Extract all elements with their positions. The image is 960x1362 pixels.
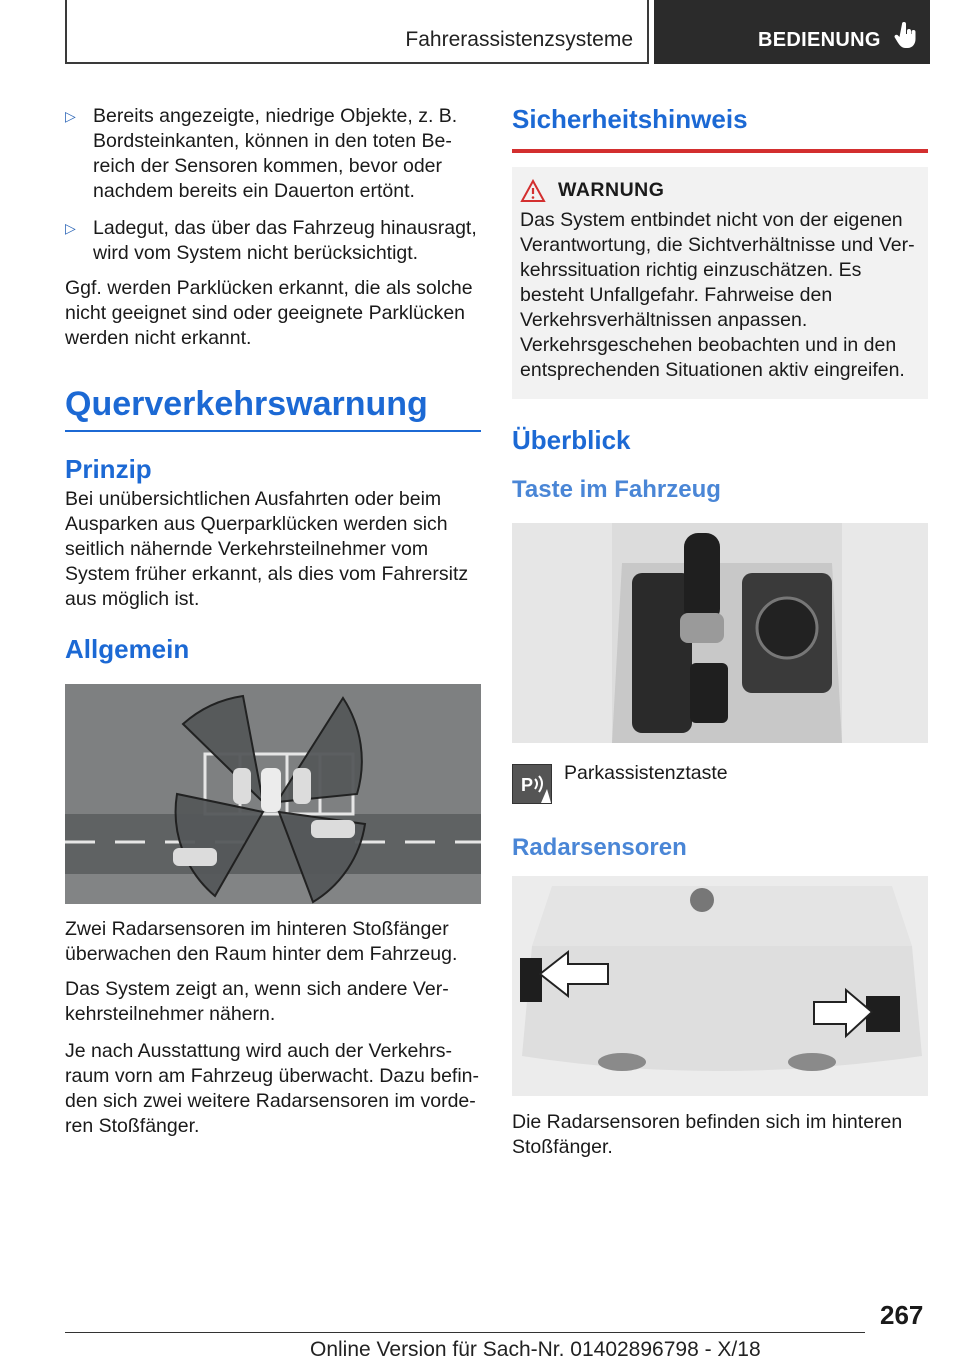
paragraph: Je nach Ausstattung wird auch der Verkehrsraum vorn am Fahrzeug überwacht. Dazu befinden sich zwei weitere Radarsensoren im vorderen Stoßfänger. <box>65 1040 480 1137</box>
warning-text: Das System entbindet nicht von der eigenen Verantwortung, die Sichtverhältnisse und Verkehrssituation richtig einzuschätzen. Es besteht Unfallgefahr. Fahrweise den Verkehrsverhältnissen anpassen. Verkehrsgeschehen beobachten und in den entsprechenden Situationen aktiv eingreifen. <box>520 209 915 381</box>
warning-title: WARNUNG <box>558 179 665 201</box>
left-column-lower <box>65 917 481 1139</box>
header-chapter-title: BEDIENUNG <box>758 29 881 51</box>
triangle-bullet-icon: ▷ <box>65 108 76 124</box>
header-section-title: Fahrerassistenzsysteme <box>405 28 633 51</box>
left-column <box>65 104 481 665</box>
list-item: ▷ Bereits angezeigte, niedrige Objekte, z. B. Bordsteinkanten, können in den toten Bereich der Sensoren kommen, bevor oder nachdem bereits ein Dauerton ertönt. <box>65 105 458 202</box>
warning-rule <box>512 149 928 153</box>
park-assist-button-icon <box>512 764 552 804</box>
svg-text:P: P <box>521 775 534 795</box>
warning-triangle-icon <box>520 179 546 203</box>
paragraph: Ggf. werden Parklücken erkannt, die als solche nicht geeignet sind oder geeignete Parklücken werden nicht erkannt. <box>65 277 473 349</box>
hand-pointer-icon <box>894 22 918 50</box>
heading-rule <box>65 430 481 432</box>
header-section-box <box>65 0 649 64</box>
paragraph: Die Radarsensoren befinden sich im hinteren Stoßfänger. <box>512 1111 903 1158</box>
right-column <box>512 104 928 504</box>
heading-radarsensoren: Radarsensoren <box>512 834 687 861</box>
paragraph: Zwei Radarsensoren im hinteren Stoßfänger überwachen den Raum hinter dem Fahrzeug. <box>65 918 458 965</box>
heading-allgemein: Allgemein <box>65 634 190 664</box>
heading-querverkehrswarnung: Querverkehrswarnung <box>65 385 428 423</box>
rear-bumper-photo <box>512 876 928 1096</box>
heading-prinzip: Prinzip <box>65 454 152 484</box>
footer-rule <box>65 1332 865 1333</box>
list-item: ▷ Ladegut, das über das Fahrzeug hinausragt, wird vom System nicht berücksichtigt. <box>65 217 477 264</box>
warning-box <box>512 167 928 399</box>
header-chapter-box <box>654 0 930 64</box>
cross-traffic-illustration <box>65 684 481 904</box>
page-number: 267 <box>880 1300 924 1330</box>
triangle-bullet-icon: ▷ <box>65 220 76 236</box>
heading-taste: Taste im Fahrzeug <box>512 476 721 503</box>
park-assist-label: Parkassistenztaste <box>564 762 728 784</box>
console-photo <box>512 523 928 743</box>
heading-sicherheitshinweis: Sicherheitshinweis <box>512 104 748 134</box>
heading-ueberblick: Überblick <box>512 425 631 455</box>
paragraph: Bei unübersichtlichen Ausfahrten oder beim Ausparken aus Querparklücken werden sich seitlich nähernde Verkehrsteilnehmer vom System früher erkannt, als dies vom Fahrersitz aus möglich ist. <box>65 488 469 610</box>
paragraph: Das System zeigt an, wenn sich andere Verkehrsteilnehmer nähern. <box>65 978 449 1025</box>
footer-online-version: Online Version für Sach-Nr. 01402896798 - X/18 <box>310 1338 761 1361</box>
